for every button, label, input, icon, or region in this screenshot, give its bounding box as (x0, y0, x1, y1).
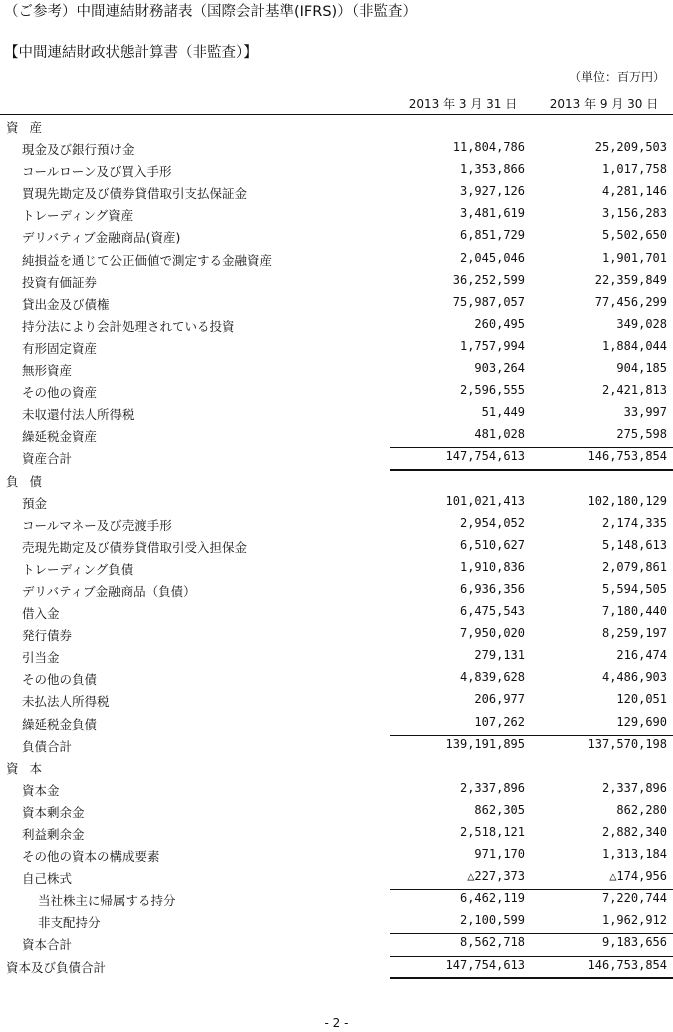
row-label: 持分法により会計処理されている投資 (22, 318, 235, 334)
value-2013-03-31: 1,757,994 (459, 338, 525, 353)
value-2013-09-30: 77,456,299 (594, 294, 667, 309)
row-label: 買現先勘定及び債券貸借取引支払保証金 (22, 186, 248, 202)
value-2013-09-30: 216,474 (616, 648, 667, 663)
table-row (0, 690, 673, 712)
value-2013-03-31: 4,839,628 (459, 670, 525, 685)
row-label: デリバティブ金融商品(資産) (22, 230, 181, 246)
table-row (0, 624, 673, 646)
value-2013-03-31: 107,262 (474, 714, 525, 729)
value-2013-03-31: 6,936,356 (459, 581, 525, 596)
value-2013-09-30: 5,594,505 (601, 581, 667, 596)
value-2013-03-31: 6,510,627 (459, 537, 525, 552)
value-2013-09-30: 8,259,197 (601, 626, 667, 641)
value-2013-03-31: 481,028 (474, 427, 525, 442)
row-label: 資本 (6, 760, 54, 776)
value-2013-09-30: 102,180,129 (587, 493, 667, 508)
row-label: 当社株主に帰属する持分 (38, 893, 176, 909)
row-label: その他の資本の構成要素 (22, 849, 160, 865)
table-row (0, 911, 673, 933)
value-2013-09-30: 33,997 (623, 405, 667, 420)
section-row (0, 116, 673, 138)
row-label: コールローン及び買入手形 (22, 164, 172, 180)
value-2013-09-30: 2,079,861 (601, 559, 667, 574)
table-row (0, 867, 673, 889)
table-row (0, 514, 673, 536)
row-label: 資本及び負債合計 (6, 959, 107, 975)
row-label: 投資有価証券 (22, 274, 98, 290)
column-header-2013-09-30: 2013 年 9 月 30 日 (549, 97, 659, 111)
table-row (0, 403, 673, 425)
statement-title: 【中間連結財政状態計算書（非監査）】 (4, 45, 258, 61)
value-2013-09-30: 4,281,146 (601, 184, 667, 199)
value-2013-09-30: 7,220,744 (601, 891, 667, 906)
row-label: 無形資産 (22, 363, 73, 379)
row-label: デリバティブ金融商品（負債） (22, 583, 196, 599)
value-2013-09-30: 2,421,813 (601, 383, 667, 398)
section-row (0, 757, 673, 779)
table-row (0, 182, 673, 204)
row-label: 売現先勘定及び債券貸借取引受入担保金 (22, 539, 248, 555)
table-row (0, 293, 673, 315)
value-2013-03-31: 147,754,613 (445, 957, 525, 972)
value-2013-03-31: 147,754,613 (445, 449, 525, 464)
total-row (0, 447, 673, 469)
value-2013-09-30: 1,884,044 (601, 338, 667, 353)
row-label: その他の資産 (22, 385, 98, 401)
table-row (0, 536, 673, 558)
table-row (0, 668, 673, 690)
value-2013-09-30: △174,956 (609, 869, 667, 884)
value-2013-03-31: 101,021,413 (445, 493, 525, 508)
value-2013-03-31: 2,518,121 (459, 825, 525, 839)
row-label: 繰延税金負債 (22, 716, 98, 732)
table-row (0, 359, 673, 381)
value-2013-09-30: 5,502,650 (601, 228, 667, 243)
value-2013-03-31: 51,449 (481, 405, 525, 420)
row-label: 借入金 (22, 606, 60, 622)
table-row (0, 160, 673, 182)
value-2013-09-30: 9,183,656 (601, 935, 667, 950)
row-label: 発行債券 (22, 628, 73, 644)
value-2013-09-30: 275,598 (616, 427, 667, 442)
value-2013-03-31: 2,954,052 (459, 515, 525, 530)
table-row (0, 801, 673, 823)
table-row (0, 271, 673, 293)
value-2013-09-30: 1,313,184 (601, 847, 667, 862)
value-2013-09-30: 1,962,912 (601, 913, 667, 928)
table-row (0, 713, 673, 735)
table-row (0, 226, 673, 248)
value-2013-03-31: 2,100,599 (459, 913, 525, 928)
row-label: 自己株式 (22, 871, 73, 887)
table-row (0, 779, 673, 801)
value-2013-03-31: 2,337,896 (459, 780, 525, 795)
row-label: 利益剰余金 (22, 827, 85, 842)
row-label: 繰延税金資産 (22, 429, 98, 445)
table-row (0, 492, 673, 514)
value-2013-03-31: 279,131 (474, 648, 525, 663)
row-label: トレーディング資産 (22, 208, 134, 224)
value-2013-09-30: 2,337,896 (601, 780, 667, 795)
value-2013-03-31: 971,170 (474, 847, 525, 862)
value-2013-03-31: 1,353,866 (459, 162, 525, 177)
page-number: - 2 - (324, 1016, 349, 1030)
value-2013-03-31: 7,950,020 (459, 626, 525, 641)
value-2013-03-31: 36,252,599 (452, 272, 525, 287)
value-2013-09-30: 5,148,613 (601, 537, 667, 552)
value-2013-09-30: 2,174,335 (601, 515, 667, 530)
row-label: 未収還付法人所得税 (22, 407, 135, 423)
header-rule (0, 114, 673, 115)
total-row (0, 933, 673, 955)
value-2013-03-31: 75,987,057 (452, 294, 525, 309)
value-2013-09-30: 1,901,701 (601, 250, 667, 265)
row-label: 資産合計 (22, 451, 73, 467)
value-2013-09-30: 129,690 (616, 714, 667, 729)
value-2013-09-30: 3,156,283 (601, 206, 667, 221)
row-label: 非支配持分 (38, 915, 101, 931)
value-2013-09-30: 2,882,340 (601, 825, 667, 839)
value-2013-03-31: 903,264 (474, 361, 525, 376)
value-2013-09-30: 862,280 (616, 802, 667, 817)
value-2013-09-30: 904,185 (616, 361, 667, 376)
value-2013-03-31: 260,495 (474, 316, 525, 331)
value-2013-03-31: 2,596,555 (459, 383, 525, 398)
value-2013-03-31: 11,804,786 (452, 140, 525, 155)
value-2013-03-31: 862,305 (474, 802, 525, 817)
table-row (0, 315, 673, 337)
row-label: 有形固定資産 (22, 340, 98, 356)
row-label: 未払法人所得税 (22, 694, 110, 710)
table-row (0, 204, 673, 226)
value-2013-03-31: 2,045,046 (459, 250, 525, 265)
table-row (0, 381, 673, 403)
table-row (0, 138, 673, 160)
table-row (0, 823, 673, 845)
total-row (0, 956, 673, 978)
value-2013-09-30: 7,180,440 (601, 604, 667, 619)
value-2013-03-31: △227,373 (467, 869, 525, 884)
row-label: 純損益を通じて公正価値で測定する金融資産 (22, 252, 273, 268)
value-2013-03-31: 6,475,543 (459, 604, 525, 619)
row-label: 負債 (6, 473, 54, 489)
table-row (0, 646, 673, 668)
value-2013-03-31: 6,462,119 (459, 891, 525, 906)
value-2013-09-30: 120,051 (616, 692, 667, 707)
table-row (0, 845, 673, 867)
value-2013-09-30: 146,753,854 (587, 957, 667, 972)
total-row (0, 889, 673, 911)
value-2013-09-30: 25,209,503 (594, 140, 667, 155)
value-2013-03-31: 3,927,126 (459, 184, 525, 199)
table-row (0, 249, 673, 271)
value-2013-03-31: 6,851,729 (459, 228, 525, 243)
table-row (0, 580, 673, 602)
row-label: 資本合計 (22, 937, 73, 953)
row-label: 負債合計 (22, 738, 73, 754)
row-label: トレーディング負債 (22, 561, 134, 577)
value-2013-09-30: 146,753,854 (587, 449, 667, 464)
table-row (0, 558, 673, 580)
value-2013-03-31: 1,910,836 (459, 559, 525, 574)
value-2013-09-30: 4,486,903 (601, 670, 667, 685)
row-label: 資本金 (22, 782, 60, 798)
row-label: 預金 (22, 495, 48, 511)
section-row (0, 470, 673, 492)
row-label: 現金及び銀行預け金 (22, 142, 135, 158)
row-label: 貸出金及び債権 (22, 296, 110, 312)
total-row (0, 735, 673, 757)
value-2013-09-30: 1,017,758 (601, 162, 667, 177)
page-heading: （ご参考）中間連結財務諸表（国際会計基準(IFRS)）（非監査） (4, 4, 417, 20)
table-row (0, 425, 673, 447)
column-header-2013-03-31: 2013 年 3 月 31 日 (408, 97, 518, 111)
row-label: 引当金 (22, 650, 60, 666)
value-2013-03-31: 3,481,619 (459, 206, 525, 221)
row-label: 資本剰余金 (22, 804, 85, 820)
row-label: 資産 (6, 120, 54, 135)
value-2013-03-31: 139,191,895 (445, 736, 525, 751)
table-row (0, 337, 673, 359)
balance-sheet-table (0, 116, 673, 978)
row-label: コールマネー及び売渡手形 (22, 517, 172, 533)
unit-note: （単位：百万円） (568, 70, 665, 84)
table-row (0, 602, 673, 624)
row-label: その他の負債 (22, 672, 98, 688)
value-2013-09-30: 349,028 (616, 316, 667, 331)
value-2013-03-31: 206,977 (474, 692, 525, 707)
value-2013-03-31: 8,562,718 (459, 935, 525, 950)
value-2013-09-30: 137,570,198 (587, 736, 667, 751)
value-2013-09-30: 22,359,849 (594, 272, 667, 287)
